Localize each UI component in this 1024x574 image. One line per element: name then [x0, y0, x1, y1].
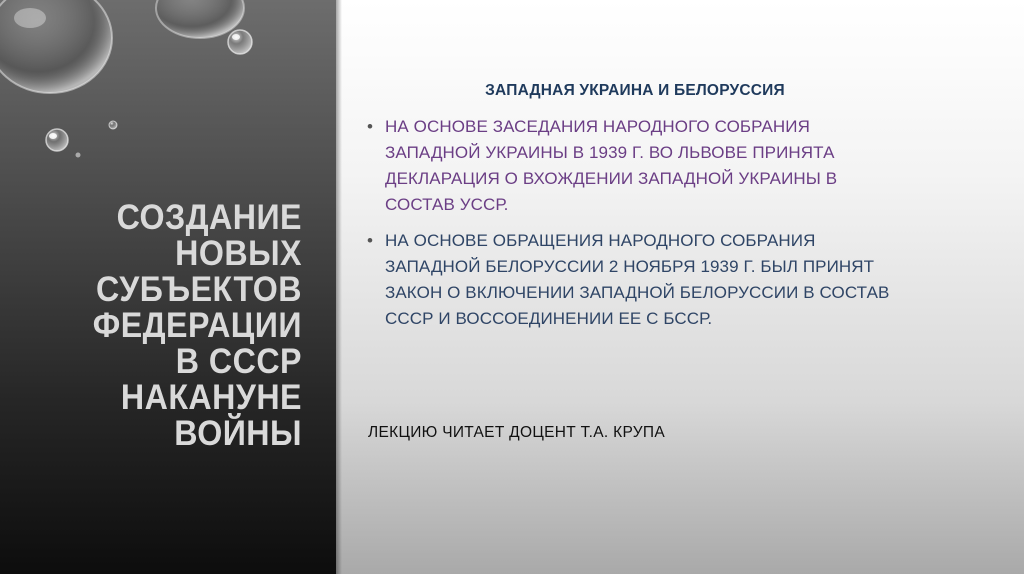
bullet-text: НА ОСНОВЕ ЗАСЕДАНИЯ НАРОДНОГО СОБРАНИЯ ЗАПАДНОЙ УКРАИНЫ В 1939 Г. ВО ЛЬВОВЕ ПРИНЯТА ДЕКЛАРАЦИЯ О ВХОЖДЕНИИ ЗАПАДНОЙ УКРАИНЫ В СОСТАВ УССР. — [385, 117, 838, 214]
title-line: ВОЙНЫ — [174, 414, 302, 453]
bullet-item — [365, 228, 905, 332]
title-panel — [0, 0, 336, 574]
water-droplets-icon — [0, 0, 336, 180]
lecturer-caption: ЛЕКЦИЮ ЧИТАЕТ ДОЦЕНТ Т.А. КРУПА — [368, 424, 665, 441]
bullet-marker: • — [367, 231, 374, 250]
panel-shadow — [336, 0, 342, 574]
bullet-text: НА ОСНОВЕ ОБРАЩЕНИЯ НАРОДНОГО СОБРАНИЯ ЗАПАДНОЙ БЕЛОРУССИИ 2 НОЯБРЯ 1939 Г. БЫЛ ПРИНЯТ ЗАКОН О ВКЛЮЧЕНИИ ЗАПАДНОЙ БЕЛОРУССИИ В СОСТАВ СССР И ВОССОЕДИНЕНИИ ЕЕ С БССР. — [385, 231, 890, 328]
title-line: НАКАНУНЕ — [120, 378, 302, 417]
slide-title — [61, 200, 302, 452]
bullet-list — [365, 114, 905, 332]
title-line: СУБЪЕКТОВ — [95, 270, 302, 309]
slide-content — [365, 82, 905, 342]
title-line: СОЗДАНИЕ — [116, 198, 302, 237]
title-line: НОВЫХ — [175, 234, 302, 273]
section-subtitle: ЗАПАДНАЯ УКРАИНА И БЕЛОРУССИЯ — [485, 82, 785, 99]
bullet-marker: • — [367, 117, 374, 136]
title-line: В СССР — [175, 342, 302, 381]
title-line: ФЕДЕРАЦИИ — [92, 306, 302, 345]
bullet-item — [365, 114, 905, 218]
